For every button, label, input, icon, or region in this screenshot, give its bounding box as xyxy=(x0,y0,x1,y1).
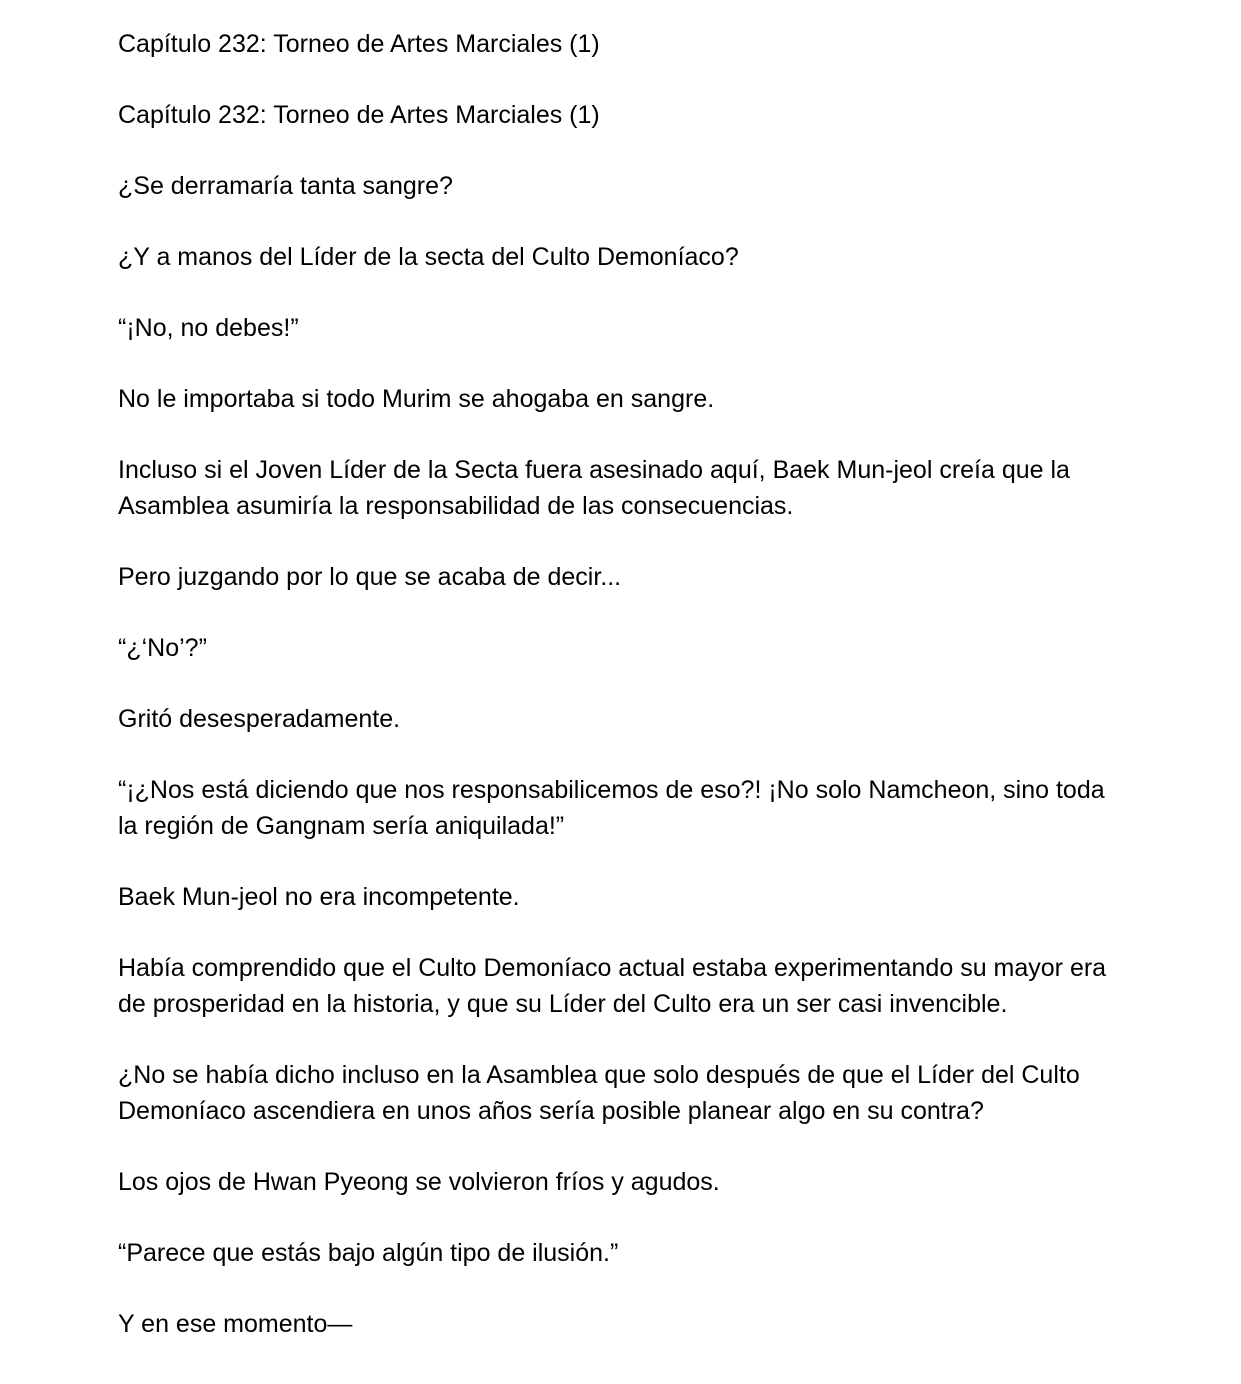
paragraph: Pero juzgando por lo que se acaba de decir... xyxy=(118,563,622,591)
paragraph: ¿Y a manos del Líder de la secta del Culto Demoníaco? xyxy=(118,243,739,271)
chapter-title-repeat: Capítulo 232: Torneo de Artes Marciales (1) xyxy=(118,101,600,129)
paragraph: Y en ese momento— xyxy=(118,1310,353,1338)
paragraph: “¡¿Nos está diciendo que nos responsabilicemos de eso?! ¡No solo Namcheon, sino toda la región de Gangnam sería aniquilada!” xyxy=(118,776,1105,840)
chapter-title: Capítulo 232: Torneo de Artes Marciales (1) xyxy=(118,30,600,58)
paragraph: ¿Se derramaría tanta sangre? xyxy=(118,172,453,200)
document-body xyxy=(118,26,1128,1377)
paragraph: Incluso si el Joven Líder de la Secta fuera asesinado aquí, Baek Mun-jeol creía que la Asamblea asumiría la responsabilidad de las consecuencias. xyxy=(118,456,1070,520)
paragraph: “¡No, no debes!” xyxy=(118,314,299,342)
paragraph: ¿No se había dicho incluso en la Asamblea que solo después de que el Líder del Culto Demoníaco ascendiera en unos años sería posible planear algo en su contra? xyxy=(118,1061,1080,1125)
paragraph: Gritó desesperadamente. xyxy=(118,705,401,733)
paragraph: “Parece que estás bajo algún tipo de ilusión.” xyxy=(118,1239,619,1267)
paragraph: Los ojos de Hwan Pyeong se volvieron fríos y agudos. xyxy=(118,1168,720,1196)
paragraph: “¿‘No’?” xyxy=(118,634,207,662)
paragraph: Baek Mun-jeol no era incompetente. xyxy=(118,883,520,911)
paragraph: No le importaba si todo Murim se ahogaba en sangre. xyxy=(118,385,715,413)
paragraph: Había comprendido que el Culto Demoníaco actual estaba experimentando su mayor era de prosperidad en la historia, y que su Líder del Culto era un ser casi invencible. xyxy=(118,954,1107,1018)
